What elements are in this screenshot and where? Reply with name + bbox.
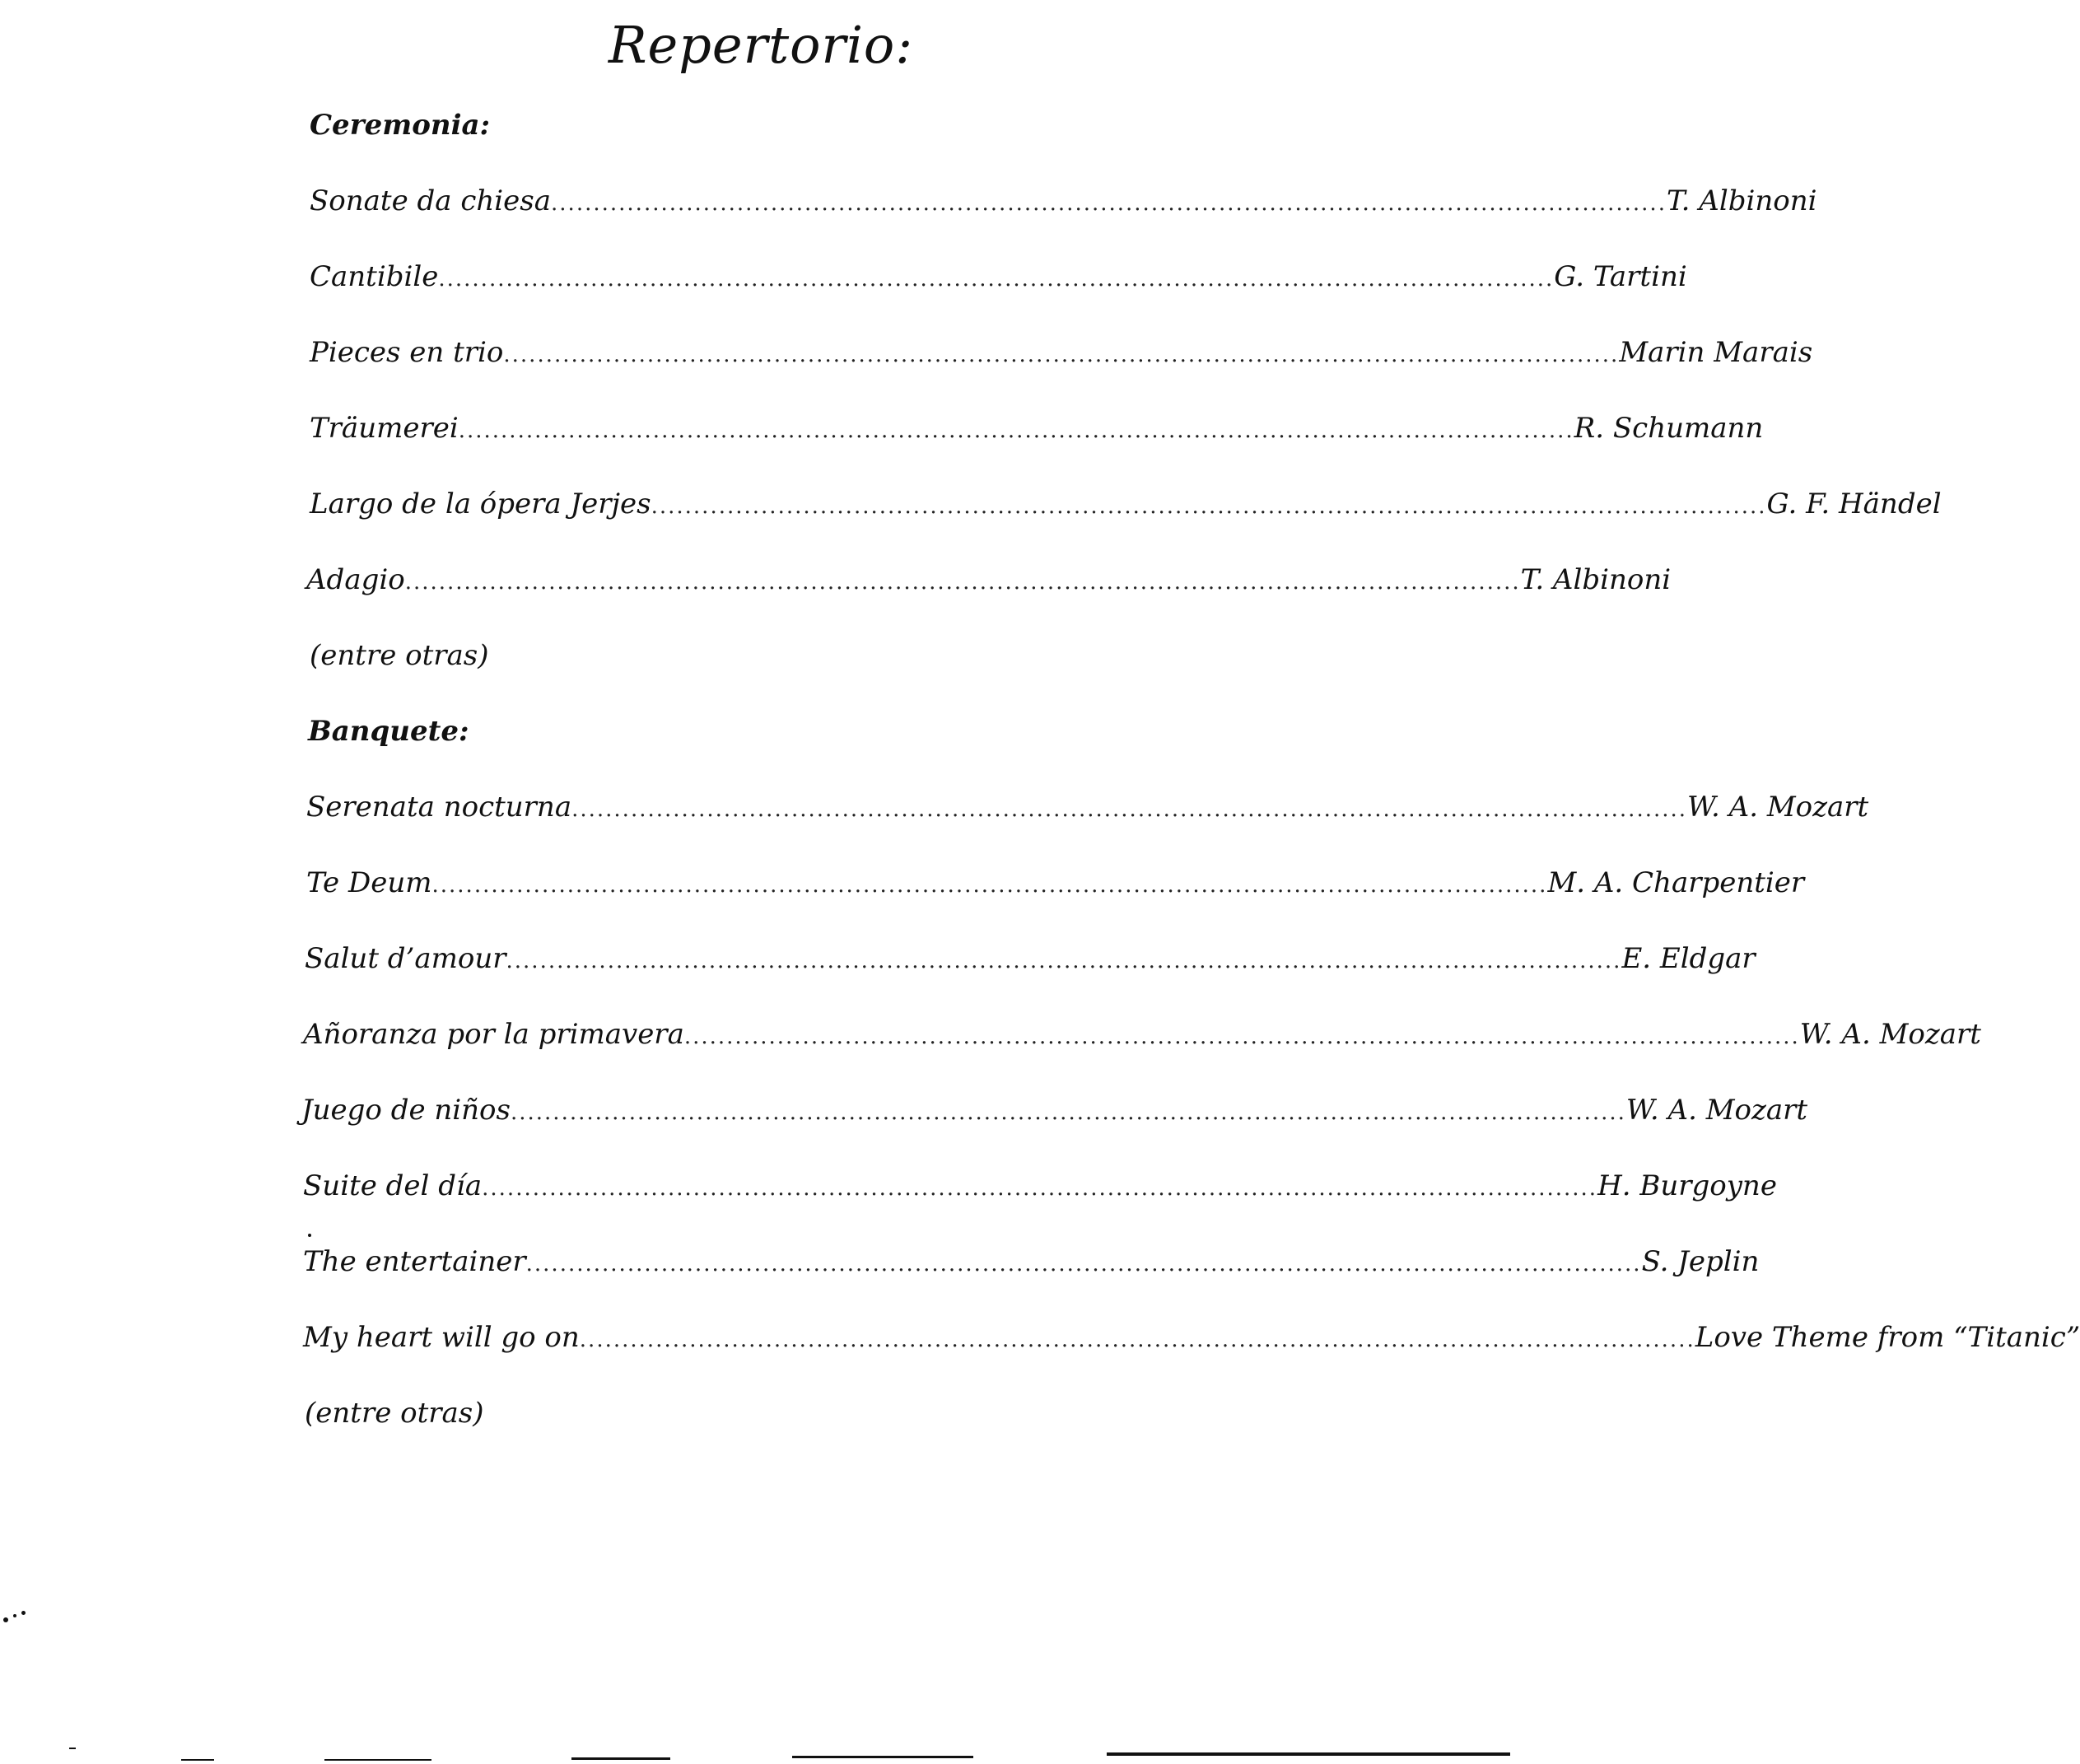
dot-leader: .................................................................................................................................... — [579, 1328, 1695, 1352]
list-item — [303, 1169, 1777, 1209]
list-item — [306, 563, 1672, 603]
dot-leader: .................................................................................................................................... — [404, 570, 1521, 595]
dot-leader: .................................................................................................................................... — [503, 343, 1620, 367]
piece-title: Adagio — [306, 563, 405, 596]
composer-name: Marin Marais — [1619, 336, 1813, 369]
dot-leader: .................................................................................................................................... — [458, 418, 1574, 443]
list-item — [310, 488, 1942, 527]
list-item — [310, 260, 1687, 300]
section-note: (entre otras) — [310, 639, 489, 672]
scan-line — [181, 1759, 214, 1761]
piece-title: Pieces en trio — [310, 336, 504, 369]
composer-name: S. Jeplin — [1641, 1245, 1760, 1278]
scan-speck — [13, 1614, 16, 1617]
scan-line — [324, 1759, 431, 1761]
scan-speck — [21, 1611, 26, 1615]
piece-title: Te Deum — [306, 866, 432, 899]
dot-leader: .................................................................................................................................... — [551, 191, 1667, 216]
list-item — [303, 1018, 1981, 1057]
scan-line — [1107, 1752, 1510, 1756]
dot-leader: .................................................................................................................................... — [482, 1176, 1598, 1201]
composer-name: W. A. Mozart — [1687, 791, 1869, 824]
composer-name: Love Theme from “Titanic” — [1695, 1321, 2080, 1354]
scan-speck — [308, 1234, 311, 1237]
composer-name: T. Albinoni — [1666, 184, 1817, 217]
dot-leader: .................................................................................................................................... — [571, 797, 1688, 822]
dot-leader: .................................................................................................................................... — [431, 873, 1548, 898]
composer-name: E. Eldgar — [1621, 942, 1756, 975]
piece-title: Añoranza por la primavera — [303, 1018, 684, 1051]
piece-title: Salut d’amour — [305, 942, 506, 975]
scan-speck — [3, 1617, 8, 1622]
list-item — [301, 1094, 1808, 1133]
piece-title: Juego de niños — [301, 1094, 511, 1127]
scan-line — [69, 1748, 76, 1749]
section-heading-ceremonia: Ceremonia: — [310, 109, 491, 142]
list-item — [310, 184, 1817, 224]
dot-leader: .................................................................................................................................... — [683, 1024, 1800, 1049]
list-item — [305, 942, 1756, 982]
piece-title: Sonate da chiesa — [310, 184, 552, 217]
scan-line — [571, 1757, 670, 1760]
list-item — [310, 336, 1813, 376]
section-heading-banquete: Banquete: — [308, 715, 469, 748]
list-item — [306, 791, 1869, 830]
piece-title: The entertainer — [303, 1245, 526, 1278]
piece-title: Largo de la ópera Jerjes — [310, 488, 651, 520]
dot-leader: .................................................................................................................................... — [525, 1252, 1642, 1276]
composer-name: R. Schumann — [1574, 412, 1764, 445]
composer-name: G. F. Händel — [1766, 488, 1942, 520]
list-item — [310, 412, 1764, 451]
list-item — [306, 866, 1805, 906]
piece-title: Suite del día — [303, 1169, 483, 1202]
piece-title: Serenata nocturna — [306, 791, 572, 824]
composer-name: T. Albinoni — [1520, 563, 1672, 596]
composer-name: W. A. Mozart — [1625, 1094, 1808, 1127]
composer-name: H. Burgoyne — [1597, 1169, 1777, 1202]
dot-leader: .................................................................................................................................... — [651, 494, 1767, 519]
piece-title: Träumerei — [310, 412, 459, 445]
dot-leader: .................................................................................................................................... — [506, 949, 1622, 973]
scan-line — [792, 1756, 973, 1758]
piece-title: Cantibile — [310, 260, 439, 293]
list-item — [303, 1321, 2080, 1360]
piece-title: My heart will go on — [303, 1321, 580, 1354]
composer-name: G. Tartini — [1554, 260, 1687, 293]
dot-leader: .................................................................................................................................... — [510, 1100, 1626, 1125]
list-item — [303, 1245, 1760, 1285]
page-title: Repertorio: — [608, 15, 914, 75]
composer-name: W. A. Mozart — [1799, 1018, 1981, 1051]
section-note: (entre otras) — [305, 1397, 484, 1430]
composer-name: M. A. Charpentier — [1547, 866, 1805, 899]
dot-leader: .................................................................................................................................... — [438, 267, 1555, 292]
